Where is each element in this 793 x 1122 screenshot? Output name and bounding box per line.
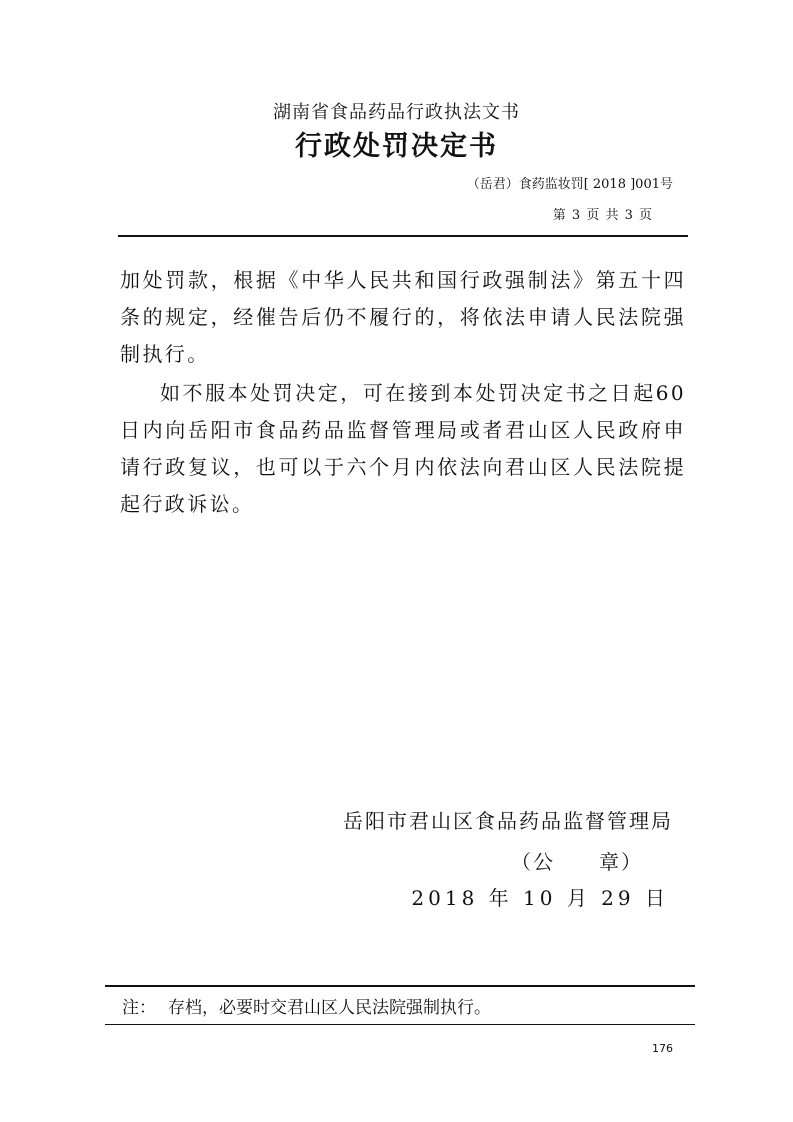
issue-date: 2018 年 10 月 29 日 [411,886,669,910]
body-paragraph: 加处罚款，根据《中华人民共和国行政强制法》第五十四条的规定，经催告后仍不履行的，将依法申请人民法院强制执行。 [120,268,686,366]
body-paragraph: 如不服本处罚决定，可在接到本处罚决定书之日起60日内向岳阳市食品药品监督管理局或者君山区人民政府申请行政复议，也可以于六个月内依法向君山区人民法院提起行政诉讼。 [120,381,686,516]
issuing-organization: 岳阳市君山区食品药品监督管理局 [343,809,673,833]
page-number: 176 [652,1042,673,1055]
note-text: 存档，必要时交君山区人民法院强制执行。 [168,998,491,1018]
official-seal-placeholder: （公 章） [511,850,643,874]
note-label: 注： [122,998,156,1018]
document-body [120,262,686,523]
document-number: （岳君）食药监妆罚[ 2018 ]001号 [466,177,673,192]
footer-note [122,993,491,1018]
note-divider-bottom [105,1024,695,1025]
page-info: 第 3 页 共 3 页 [552,208,653,223]
note-divider-top [105,985,695,987]
document-title: 行政处罚决定书 [295,131,498,162]
document-category: 湖南省食品药品行政执法文书 [273,102,520,123]
header-divider [118,235,688,237]
